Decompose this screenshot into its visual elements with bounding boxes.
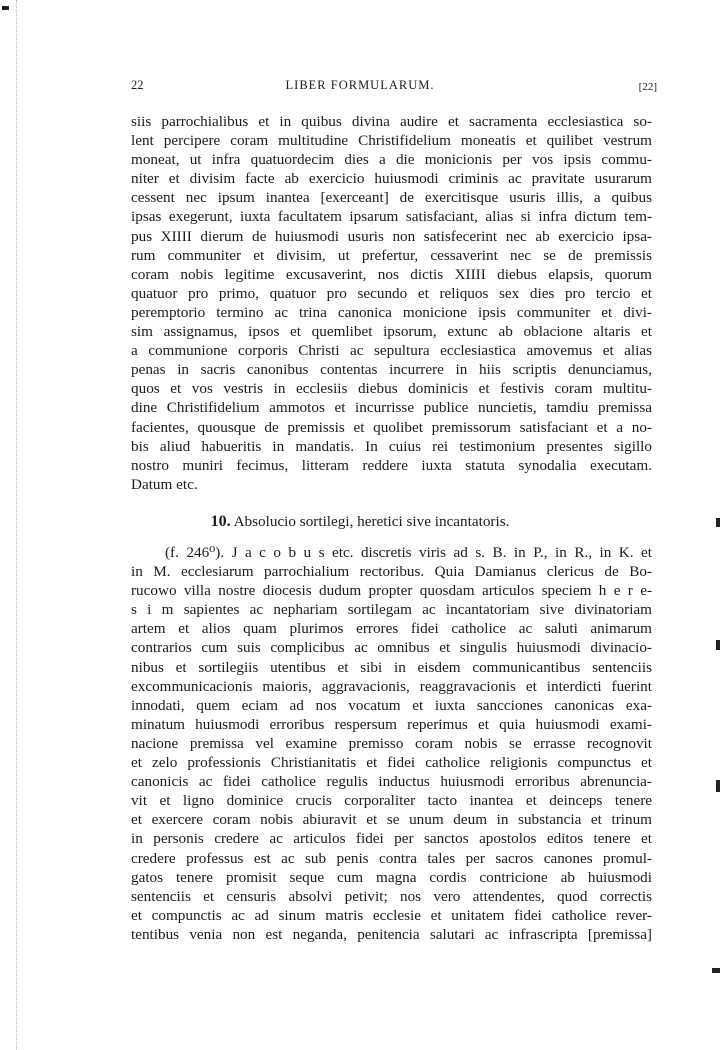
- text-line: innodati, quem eciam ad nos vocatum et iuxta sancciones canonicas exa-: [131, 696, 652, 714]
- folio-number: [22]: [638, 81, 657, 93]
- scan-mark-top-left: [2, 6, 9, 10]
- text-line: tentibus venia non est neganda, penitencia salutari ac infrascripta [premissa]: [131, 925, 652, 943]
- text-line: vit et ligno dominice crucis corporaliter tacto inantea et deinceps tenere: [131, 792, 652, 810]
- text-line: artem et alios quam plurimos errores fidei catholice ac saluti animarum: [131, 620, 652, 638]
- text-line: niter et divisim facte ab exercicio huiusmodi criminis ac pravitate usurarum: [131, 170, 652, 188]
- text-line: a communione corporis Christi ac sepultura ecclesiastica amovemus et alias: [131, 342, 652, 360]
- text-line: quos et vos vestris in ecclesiis diebus dominicis et festivis coram multitu-: [131, 380, 652, 398]
- text-line: in personis credere ac articulos fidei per sanctos apostolos editos tenere et: [131, 830, 652, 848]
- section-title: Absolucio sortilegi, heretici sive incantatoris.: [233, 513, 510, 530]
- text-line: et compunctis ac ad sinum matris ecclesie et unitatem fidei catholice rever-: [131, 906, 652, 924]
- text-line: sim assignamus, ipsos et quemlibet ipsorum, extunc ab oblacione altaris et: [131, 323, 652, 341]
- text-line: s i m sapientes ac nephariam sortilegam ac incantatoriam sive divinatoriam: [131, 601, 652, 619]
- text-line: rucowo villa nostre diocesis dudum propter quosdam articulos speciem h e r e-: [131, 582, 652, 600]
- text-block-section-10: [131, 543, 652, 944]
- running-title: LIBER FORMULARUM.: [285, 78, 435, 92]
- text-line: Datum etc.: [131, 475, 198, 493]
- text-line: minatum huiusmodi erroribus respersum reperimus et quia huiusmodi exami-: [131, 715, 652, 733]
- text-line: credere professus est ac sub penis contra tales per sacros canones promul-: [131, 849, 652, 867]
- text-line: cessent nec ipsum inantea [exerceant] de exercitisque usuris illis, a quibus: [131, 189, 652, 207]
- text-line: excommunicacionis maioris, aggravacionis, reaggravacionis et interdicti fuerint: [131, 677, 652, 695]
- scan-mark-right-4: [712, 968, 720, 973]
- text-line: moneat, ut infra quatuordecim dies a die monicionis per vos ipsis commu-: [131, 151, 652, 169]
- text-line: coram nobis legitime excusaverint, nos dictis XIIII diebus elapsis, quorum: [131, 265, 652, 283]
- scan-mark-right-2: [716, 640, 720, 650]
- text-line: lent percipere coram multitudine Christifidelium moneatis et quilibet vestrum: [131, 132, 652, 150]
- text-line: in M. ecclesiarum parrochialium rectoribus. Quia Damianus clericus de Bo-: [131, 563, 652, 581]
- page-number: 22: [131, 78, 144, 92]
- text-line: sentenciis et censuris absolvi petivit; nos vero attendentes, quod correctis: [131, 887, 652, 905]
- text-line: quatuor pro primo, quatuor pro secundo et reliquos sex dies pro tercio et: [131, 284, 652, 302]
- page-header: [0, 78, 720, 98]
- text-line: nacione premissa vel examine premisso coram nobis se errasse recognovit: [131, 734, 652, 752]
- text-line: pus XIIII dierum de huiusmodi usuris non satisfecerint nec ab exercicio ipsa-: [131, 227, 652, 245]
- text-line: et exercere coram nobis abiuravit et se unum deum in substancia et trinum: [131, 811, 652, 829]
- text-line: facientes, quousque de premissis et quolibet premissorum satisfaciant et a no-: [131, 418, 652, 436]
- text-line: dine Christifidelium ammotos et incurrisse publice nuncietis, tamdiu premissa: [131, 399, 652, 417]
- text-line: (f. 246⁰). J a c o b u s etc. discretis viris ad s. B. in P., in R., in K. et: [165, 544, 652, 561]
- text-line: penas in sacris canonibus contentas incurrere in hiis scriptis denunciamus,: [131, 361, 652, 379]
- text-line: contrarios cum suis complicibus ac omnibus et singulis huiusmodi divinacio-: [131, 639, 652, 657]
- scan-mark-right-3: [716, 780, 720, 792]
- text-line: nostro muniri fecimus, litteram reddere iuxta statuta synodalia executam.: [131, 456, 652, 474]
- text-line: peremptorio termino ac trina canonica monicione ipsis communiter et divi-: [131, 303, 652, 321]
- text-line: bis aliud habueritis in mandatis. In cuius rei testimonium presentes sigillo: [131, 437, 652, 455]
- text-line: canonicis ac fidei catholice regulis inductus huiusmodi erroribus abrenuncia-: [131, 773, 652, 791]
- section-heading: [0, 512, 720, 532]
- text-block-continuation: [131, 112, 652, 494]
- text-line: ipsas exegerunt, iuxta facultatem ipsarum satisfaciant, alias si infra dictum tem-: [131, 208, 652, 226]
- text-line: gatos tenere promisit seque cum magna cordis contricione ab huiusmodi: [131, 868, 652, 886]
- text-line: siis parrochialibus et in quibus divina audire et sacramenta ecclesiastica so-: [131, 113, 652, 130]
- text-line: nibus et sortilegiis utentibus et sibi in eisdem communicantibus sentenciis: [131, 658, 652, 676]
- text-line: et zelo professionis Christianitatis et fidei catholice religionis compunctus et: [131, 754, 652, 772]
- section-number: 10.: [210, 513, 231, 530]
- text-line: rum communiter et divisim, ut prefertur, cessaverint nec se de premissis: [131, 246, 652, 264]
